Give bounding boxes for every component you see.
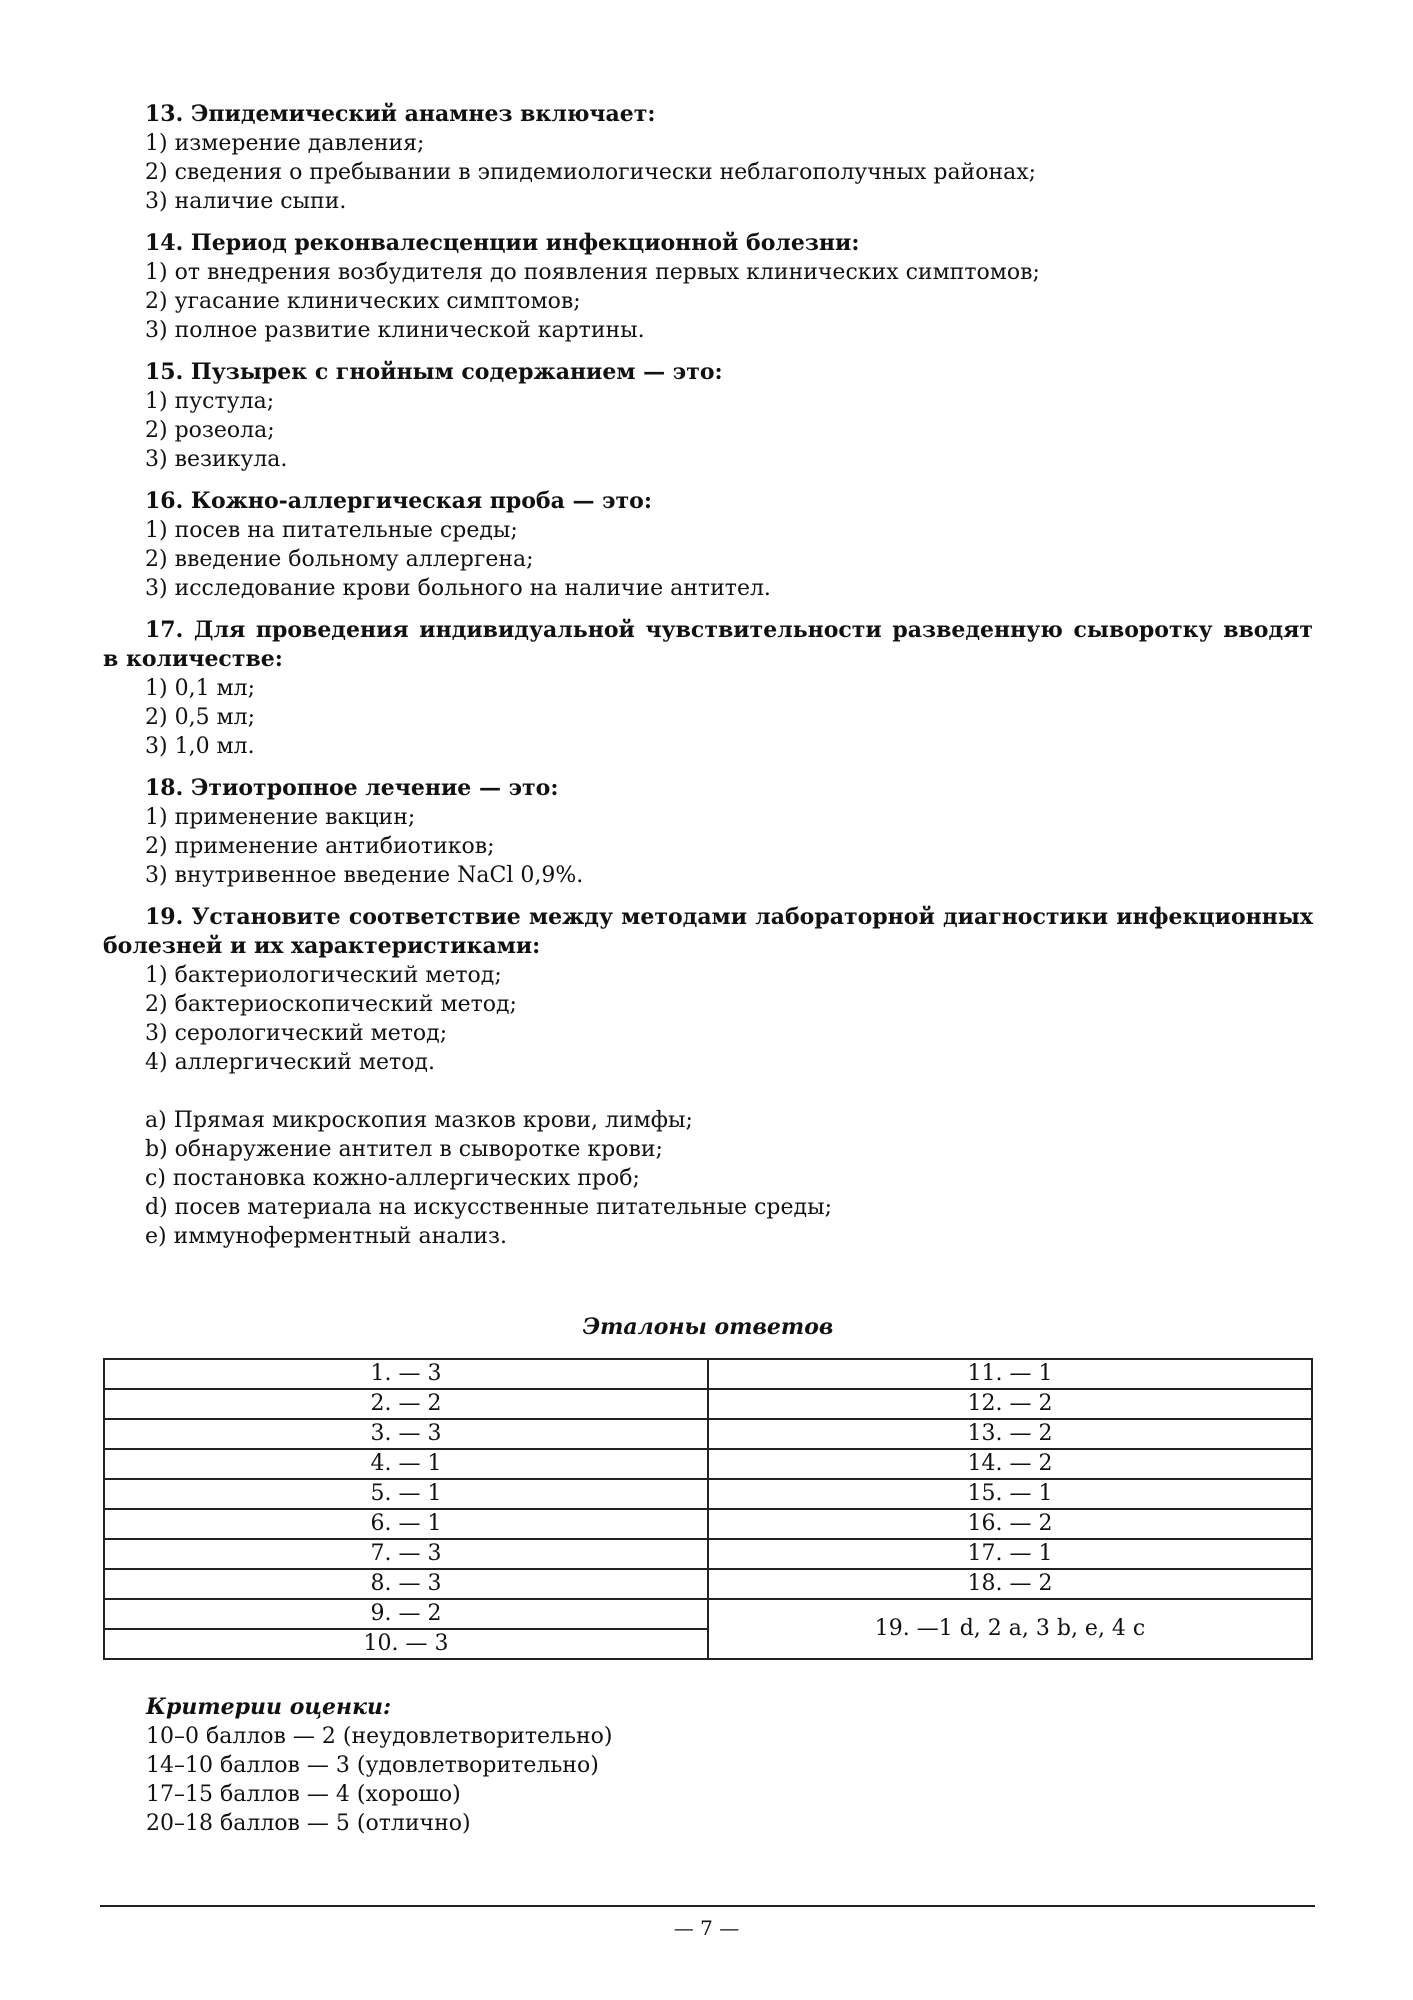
option: 3) внутривенное введение NaCl 0,9%. <box>145 863 584 888</box>
page-number: — 7 — <box>673 1916 740 1940</box>
option: 1) 0,1 мл; <box>145 676 256 701</box>
answer-cell: 1. — 3 <box>104 1359 708 1389</box>
match-option: b) обнаружение антител в сыворотке крови; <box>145 1137 663 1162</box>
answers-table <box>103 1358 1313 1660</box>
answer-cell: 4. — 1 <box>104 1449 708 1479</box>
question-19 <box>103 903 1313 1251</box>
question-16 <box>103 487 1313 603</box>
answer-cell: 12. — 2 <box>708 1389 1312 1419</box>
option: 4) аллергический метод. <box>145 1050 435 1075</box>
option: 1) посев на питательные среды; <box>145 518 518 543</box>
question-title: 18. Этиотропное лечение — это: <box>145 775 559 801</box>
criteria-title: Критерии оценки: <box>146 1694 392 1720</box>
criteria-row: 20–18 баллов — 5 (отлично) <box>146 1811 471 1836</box>
option: 1) от внедрения возбудителя до появления первых клинических симптомов; <box>145 260 1040 285</box>
option: 2) введение больному аллергена; <box>145 547 534 572</box>
criteria-row: 10–0 баллов — 2 (неудовлетворительно) <box>146 1724 613 1749</box>
option: 2) розеола; <box>145 418 275 443</box>
answers-title: Эталоны ответов <box>582 1314 834 1340</box>
answer-cell: 13. — 2 <box>708 1419 1312 1449</box>
option: 2) применение антибиотиков; <box>145 834 495 859</box>
questions-list <box>103 100 1313 1264</box>
answer-cell: 2. — 2 <box>104 1389 708 1419</box>
question-17 <box>103 616 1313 761</box>
option: 3) наличие сыпи. <box>145 189 347 214</box>
answer-cell: 6. — 1 <box>104 1509 708 1539</box>
option: 2) бактериоскопический метод; <box>145 992 517 1017</box>
option: 2) 0,5 мл; <box>145 705 256 730</box>
table-row <box>104 1479 1312 1509</box>
option: 3) серологический метод; <box>145 1021 448 1046</box>
answer-cell-19: 19. —1 d, 2 a, 3 b, e, 4 c <box>708 1599 1312 1659</box>
question-title: 15. Пузырек с гнойным содержанием — это: <box>145 359 723 385</box>
option: 3) исследование крови больного на наличие антител. <box>145 576 771 601</box>
option: 3) полное развитие клинической картины. <box>145 318 645 343</box>
option: 1) пустула; <box>145 389 275 414</box>
question-title: 16. Кожно-аллергическая проба — это: <box>145 488 652 514</box>
grading-criteria <box>146 1693 1046 1838</box>
answer-cell: 10. — 3 <box>104 1629 708 1659</box>
criteria-row: 17–15 баллов — 4 (хорошо) <box>146 1782 461 1807</box>
table-row <box>104 1539 1312 1569</box>
answer-cell: 17. — 1 <box>708 1539 1312 1569</box>
question-title: 14. Период реконвалесценции инфекционной болезни: <box>145 230 860 256</box>
table-row <box>104 1599 1312 1629</box>
answer-cell: 8. — 3 <box>104 1569 708 1599</box>
question-title: 19. Установите соответствие между методами лабораторной диагностики инфекционных болезней и их характеристиками: <box>103 904 1313 959</box>
question-14 <box>103 229 1313 345</box>
answer-cell: 11. — 1 <box>708 1359 1312 1389</box>
answer-cell: 7. — 3 <box>104 1539 708 1569</box>
answer-cell: 16. — 2 <box>708 1509 1312 1539</box>
footer-divider <box>100 1905 1315 1907</box>
table-row <box>104 1359 1312 1389</box>
answer-cell: 3. — 3 <box>104 1419 708 1449</box>
option: 1) бактериологический метод; <box>145 963 502 988</box>
match-option: e) иммуноферментный анализ. <box>145 1224 507 1249</box>
question-13 <box>103 100 1313 216</box>
question-15 <box>103 358 1313 474</box>
option: 2) сведения о пребывании в эпидемиологически неблагополучных районах; <box>145 160 1037 185</box>
match-option: a) Прямая микроскопия мазков крови, лимфы; <box>145 1108 693 1133</box>
option: 1) измерение давления; <box>145 131 425 156</box>
answer-cell: 5. — 1 <box>104 1479 708 1509</box>
match-option: d) посев материала на искусственные питательные среды; <box>145 1195 833 1220</box>
question-18 <box>103 774 1313 890</box>
option: 1) применение вакцин; <box>145 805 416 830</box>
answer-cell: 18. — 2 <box>708 1569 1312 1599</box>
answer-cell: 15. — 1 <box>708 1479 1312 1509</box>
option: 3) 1,0 мл. <box>145 734 255 759</box>
option: 3) везикула. <box>145 447 288 472</box>
table-row <box>104 1449 1312 1479</box>
table-row <box>104 1419 1312 1449</box>
table-row <box>104 1389 1312 1419</box>
answer-cell: 14. — 2 <box>708 1449 1312 1479</box>
answer-cell: 9. — 2 <box>104 1599 708 1629</box>
question-title: 13. Эпидемический анамнез включает: <box>145 101 656 127</box>
option: 2) угасание клинических симптомов; <box>145 289 581 314</box>
spacer <box>103 1077 1313 1106</box>
criteria-row: 14–10 баллов — 3 (удовлетворительно) <box>146 1753 599 1778</box>
question-title: 17. Для проведения индивидуальной чувствительности разведенную сыворотку вводят в количестве: <box>103 617 1313 672</box>
match-option: c) постановка кожно-аллергических проб; <box>145 1166 640 1191</box>
table-row <box>104 1509 1312 1539</box>
table-row <box>104 1569 1312 1599</box>
